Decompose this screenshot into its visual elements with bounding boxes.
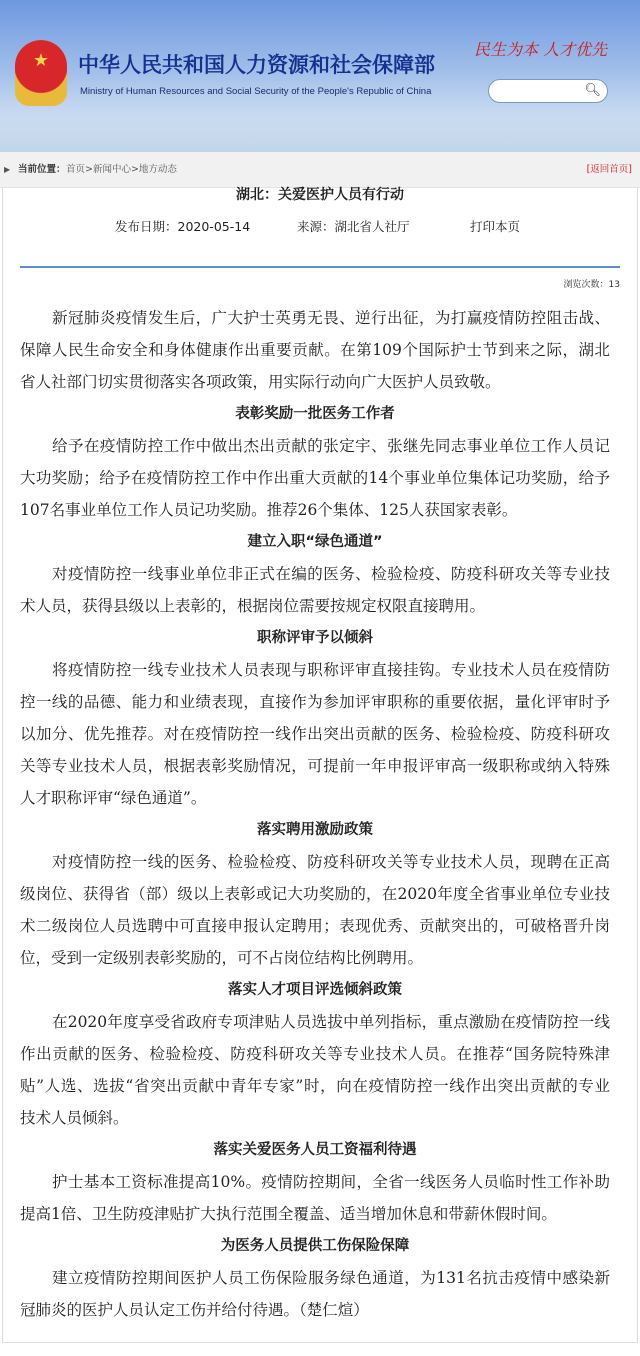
- breadcrumb-bar: [0, 152, 640, 188]
- paragraph-line: 术二级岗位人员选聘中可直接申报认定聘用；表现优秀、贡献突出的，可破格晋升岗: [20, 917, 610, 935]
- article-source: 来源：湖北省人社厅: [297, 219, 410, 234]
- paragraph-line: 位，受到一定级别表彰奖励的，可不占岗位结构比例聘用。: [20, 949, 424, 967]
- paragraph-line: 省人社部门切实贯彻落实各项政策，用实际行动向广大医护人员致敬。: [20, 373, 501, 391]
- publish-date: 发布日期：2020-05-14: [115, 219, 251, 234]
- article-body: [20, 302, 610, 1326]
- breadcrumb-label: 当前位置：: [18, 164, 66, 175]
- section-heading: 职称评审予以倾斜: [257, 630, 373, 646]
- paragraph-line: 107名事业单位工作人员记功奖励。推荐26个集体、125人获国家表彰。: [20, 501, 518, 519]
- paragraph-line: 术人员，获得县级以上表彰的，根据岗位需要按规定权限直接聘用。: [20, 597, 486, 615]
- paragraph-line: 控一线的品德、能力和业绩表现，直接作为参加评审职称的重要依据，量化评审时予: [20, 693, 610, 711]
- mountain-background: [0, 102, 640, 152]
- section-heading: 建立入职“绿色通道”: [247, 534, 383, 550]
- paragraph-line: 在2020年度享受省政府专项津贴人员选拔中单列指标，重点激励在疫情防控一线: [52, 1013, 610, 1031]
- paragraph-line: 以加分、优先推荐。对在疫情防控一线作出突出贡献的医务、检验检疫、防疫科研攻: [20, 725, 610, 743]
- article-title: 湖北：关爱医护人员有行动: [236, 187, 404, 203]
- view-count: 浏览次数：13: [563, 280, 620, 290]
- paragraph-line: 级岗位、获得省（部）级以上表彰或记大功奖励的，在2020年度全省事业单位专业技: [20, 885, 610, 903]
- triangle-right-icon: ▶: [4, 165, 11, 174]
- paragraph-line: 提高1倍、卫生防疫津贴扩大执行范围全覆盖、适当增加休息和带薪休假时间。: [20, 1205, 557, 1223]
- back-home-link[interactable]: [返回首页]: [586, 164, 632, 175]
- divider: [20, 266, 620, 268]
- national-emblem-icon: ★: [15, 40, 67, 106]
- paragraph-line: 关等专业技术人员，根据表彰奖励情况，可提前一年申报评审高一级职称或纳入特殊: [20, 757, 610, 775]
- breadcrumb[interactable]: 首页>新闻中心>地方动态: [66, 164, 177, 175]
- paragraph-line: 建立疫情防控期间医护人员工伤保险服务绿色通道，为131名抗击疫情中感染新: [52, 1269, 610, 1287]
- paragraph-line: 作出贡献的医务、检验检疫、防疫科研攻关等专业技术人员。在推荐“国务院特殊津: [20, 1045, 610, 1063]
- slogan: 民生为本 人才优先: [474, 40, 608, 59]
- search-box[interactable]: [488, 79, 608, 103]
- section-heading: 落实人才项目评选倾斜政策: [228, 982, 402, 998]
- site-subtitle: Ministry of Human Resources and Social Security of the People's Republic of China: [80, 86, 432, 97]
- paragraph-line: 护士基本工资标准提高10%。疫情防控期间，全省一线医务人员临时性工作补助: [52, 1173, 610, 1191]
- site-header: [0, 0, 640, 152]
- section-heading: 表彰奖励一批医务工作者: [235, 406, 395, 422]
- search-icon[interactable]: 🔍︎: [584, 83, 601, 98]
- paragraph-line: 贴”人选、选拔“省突出贡献中青年专家”时，向在疫情防控一线作出突出贡献的专业: [20, 1077, 610, 1095]
- paragraph-line: 将疫情防控一线专业技术人员表现与职称评审直接挂钩。专业技术人员在疫情防: [52, 661, 610, 679]
- paragraph-line: 大功奖励；给予在疫情防控工作中作出重大贡献的14个事业单位集体记功奖励，给予: [20, 469, 610, 487]
- section-heading: 为医务人员提供工伤保险保障: [220, 1238, 410, 1254]
- paragraph-line: 冠肺炎的医护人员认定工伤并给付待遇。（楚仁煊）: [20, 1301, 369, 1319]
- search-input[interactable]: [497, 81, 592, 103]
- site-title: 中华人民共和国人力资源和社会保障部: [78, 53, 435, 77]
- paragraph-line: 新冠肺炎疫情发生后，广大护士英勇无畏、逆行出征，为打赢疫情防控阻击战、: [52, 309, 610, 327]
- paragraph-line: 给予在疫情防控工作中做出杰出贡献的张定宇、张继先同志事业单位工作人员记: [52, 437, 610, 455]
- paragraph-line: 人才职称评审“绿色通道”。: [20, 789, 207, 807]
- paragraph-line: 对疫情防控一线的医务、检验检疫、防疫科研攻关等专业技术人员，现聘在正高: [52, 853, 610, 871]
- paragraph-line: 保障人民生命安全和身体健康作出重要贡献。在第109个国际护士节到来之际，湖北: [20, 341, 610, 359]
- paragraph-line: 技术人员倾斜。: [20, 1109, 129, 1127]
- section-heading: 落实聘用激励政策: [257, 822, 373, 838]
- paragraph-line: 对疫情防控一线事业单位非正式在编的医务、检验检疫、防疫科研攻关等专业技: [52, 565, 610, 583]
- print-page-link[interactable]: 打印本页: [470, 219, 521, 234]
- section-heading: 落实关爱医务人员工资福利待遇: [213, 1142, 417, 1158]
